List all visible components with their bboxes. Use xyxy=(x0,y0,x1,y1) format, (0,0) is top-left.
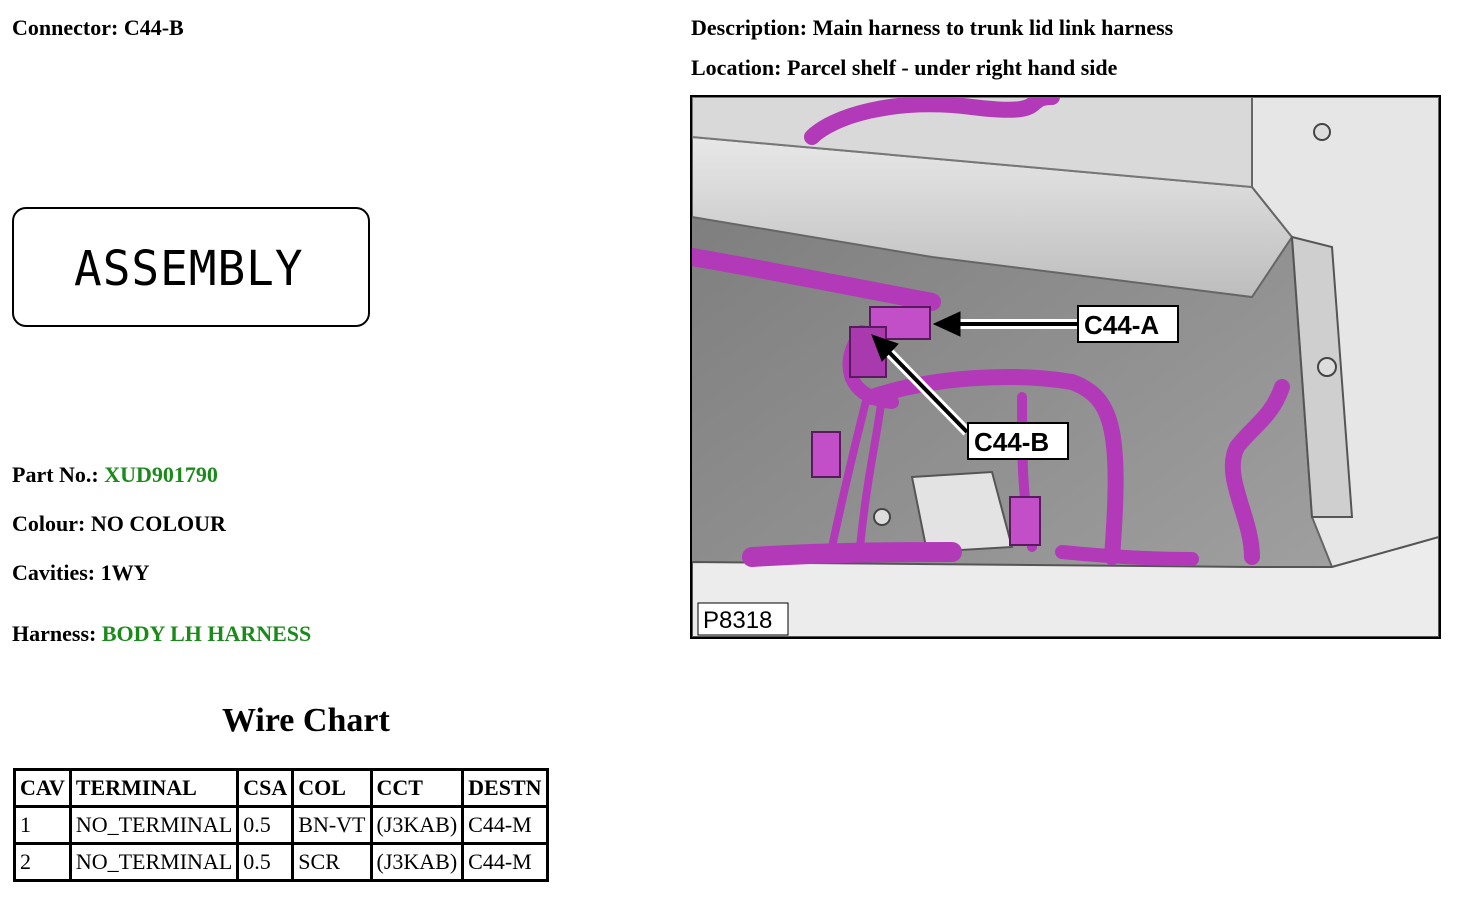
connector-4 xyxy=(1010,497,1040,545)
bolt-3 xyxy=(1314,124,1330,140)
connector-value: C44-B xyxy=(123,15,184,40)
callout-b-label: C44-B xyxy=(974,427,1050,457)
photo-id-box xyxy=(698,603,788,635)
cell-destn: C44-M xyxy=(463,807,547,844)
callout-a-label: C44-A xyxy=(1084,310,1160,340)
photo-id: P8318 xyxy=(703,607,773,634)
location-illustration xyxy=(692,97,1439,637)
cell-cav: 2 xyxy=(15,844,71,881)
wire-chart-title: Wire Chart xyxy=(222,702,390,739)
part-no-label: Part No.: xyxy=(12,462,99,487)
cell-col: BN-VT xyxy=(293,807,371,844)
location-photo xyxy=(690,95,1441,639)
colour-value: NO COLOUR xyxy=(90,511,226,536)
header-cav: CAV xyxy=(15,770,71,807)
harness-field xyxy=(12,621,311,647)
connector-field xyxy=(12,15,184,41)
harness-link[interactable]: BODY LH HARNESS xyxy=(101,621,312,646)
header-csa: CSA xyxy=(238,770,293,807)
table-header-row xyxy=(15,770,548,807)
header-destn: DESTN xyxy=(463,770,547,807)
callout-b xyxy=(968,423,1068,459)
colour-label: Colour: xyxy=(12,511,86,536)
description-field xyxy=(691,15,1173,41)
assembly-box xyxy=(12,207,370,327)
bolt-1 xyxy=(874,509,890,525)
cell-destn: C44-M xyxy=(463,844,547,881)
location-value: Parcel shelf - under right hand side xyxy=(786,55,1118,80)
part-no-field xyxy=(12,462,218,488)
wire-chart-table xyxy=(13,768,549,882)
bolt-2 xyxy=(1318,358,1336,376)
cell-csa: 0.5 xyxy=(238,807,293,844)
colour-field xyxy=(12,511,226,537)
assembly-text: ASSEMBLY xyxy=(74,239,304,297)
cell-terminal: NO_TERMINAL xyxy=(70,844,237,881)
description-value: Main harness to trunk lid link harness xyxy=(812,15,1174,40)
cavities-field xyxy=(12,560,149,586)
connector-label: Connector: xyxy=(12,15,119,40)
table-row xyxy=(15,807,548,844)
location-label: Location: xyxy=(691,55,782,80)
harness-label: Harness: xyxy=(12,621,97,646)
description-label: Description: xyxy=(691,15,808,40)
cell-col: SCR xyxy=(293,844,371,881)
cell-cct: (J3KAB) xyxy=(371,807,463,844)
cavities-value: 1WY xyxy=(100,560,150,585)
callout-a xyxy=(1078,306,1178,342)
table-row xyxy=(15,844,548,881)
cell-cct: (J3KAB) xyxy=(371,844,463,881)
cavities-label: Cavities: xyxy=(12,560,96,585)
cell-csa: 0.5 xyxy=(238,844,293,881)
header-col: COL xyxy=(293,770,371,807)
part-no-link[interactable]: XUD901790 xyxy=(104,462,218,487)
location-field xyxy=(691,55,1117,81)
cell-terminal: NO_TERMINAL xyxy=(70,807,237,844)
connector-3 xyxy=(812,432,840,477)
cell-cav: 1 xyxy=(15,807,71,844)
header-terminal: TERMINAL xyxy=(70,770,237,807)
header-cct: CCT xyxy=(371,770,463,807)
